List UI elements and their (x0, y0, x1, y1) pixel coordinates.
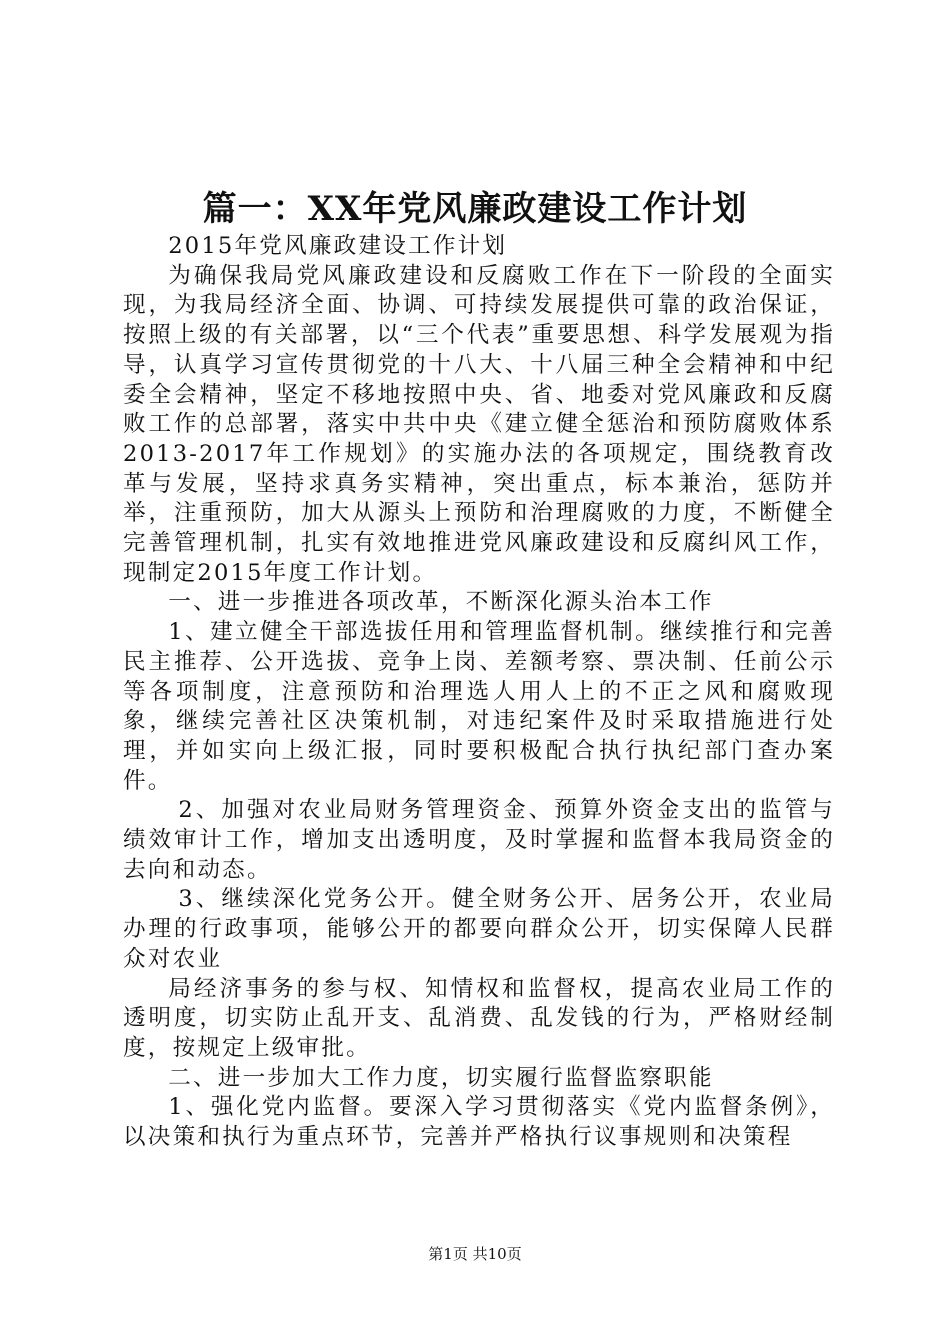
paragraph-subtitle: 2015年党风廉政建设工作计划 (168, 233, 508, 259)
paragraph-item-1-2: 2、加强对农业局财务管理资金、预算外资金支出的监管与绩效审计工作，增加支出透明度，及时掌握和监督本我局资金的去向和动态。 (123, 797, 835, 883)
page-footer: 第1页 共10页 (428, 1245, 522, 1263)
paragraph-item-1-3: 3、继续深化党务公开。健全财务公开、居务公开，农业局办理的行政事项，能够公开的都要向群众公开，切实保障人民群众对农业 (123, 886, 835, 972)
document-title: 篇一：XX年党风廉政建设工作计划 (202, 189, 748, 229)
paragraph-item-1-3-cont: 局经济事务的参与权、知情权和监督权，提高农业局工作的透明度，切实防止乱开支、乱消费、乱发钱的行为，严格财经制度，按规定上级审批。 (123, 975, 835, 1061)
paragraph-intro: 为确保我局党风廉政建设和反腐败工作在下一阶段的全面实现，为我局经济全面、协调、可持续发展提供可靠的政治保证，按照上级的有关部署，以“三个代表”重要思想、科学发展观为指导，认真学习宣传贯彻党的十八大、十八届三种全会精神和中纪委全会精神，坚定不移地按照中央、省、地委对党风廉政和反腐败工作的总部署，落实中共中央《建立健全惩治和预防腐败体系2013-2017年工作规划》的实施办法的各项规定，围绕教育改革与发展，坚持求真务实精神，突出重点，标本兼治，惩防并举，注重预防，加大从源头上预防和治理腐败的力度，不断健全完善管理机制，扎实有效地推进党风廉政建设和反腐纠风工作，现制定2015年度工作计划。 (123, 262, 835, 586)
document-body (123, 232, 835, 1153)
paragraph-item-1-1: 1、建立健全干部选拔任用和管理监督机制。继续推行和完善民主推荐、公开选拔、竞争上岗、差额考察、票决制、任前公示等各项制度，注意预防和治理选人用人上的不正之风和腐败现象，继续完善社区决策机制，对违纪案件及时采取措施进行处理，并如实向上级汇报，同时要积极配合执行执纪部门查办案件。 (123, 619, 835, 794)
section-heading-2: 二、进一步加大工作力度，切实履行监督监察职能 (168, 1064, 714, 1091)
paragraph-item-2-1: 1、强化党内监督。要深入学习贯彻落实《党内监督条例》，以决策和执行为重点环节，完善并严格执行议事规则和决策程 (123, 1094, 835, 1151)
section-heading-1: 一、进一步推进各项改革，不断深化源头治本工作 (168, 589, 714, 616)
